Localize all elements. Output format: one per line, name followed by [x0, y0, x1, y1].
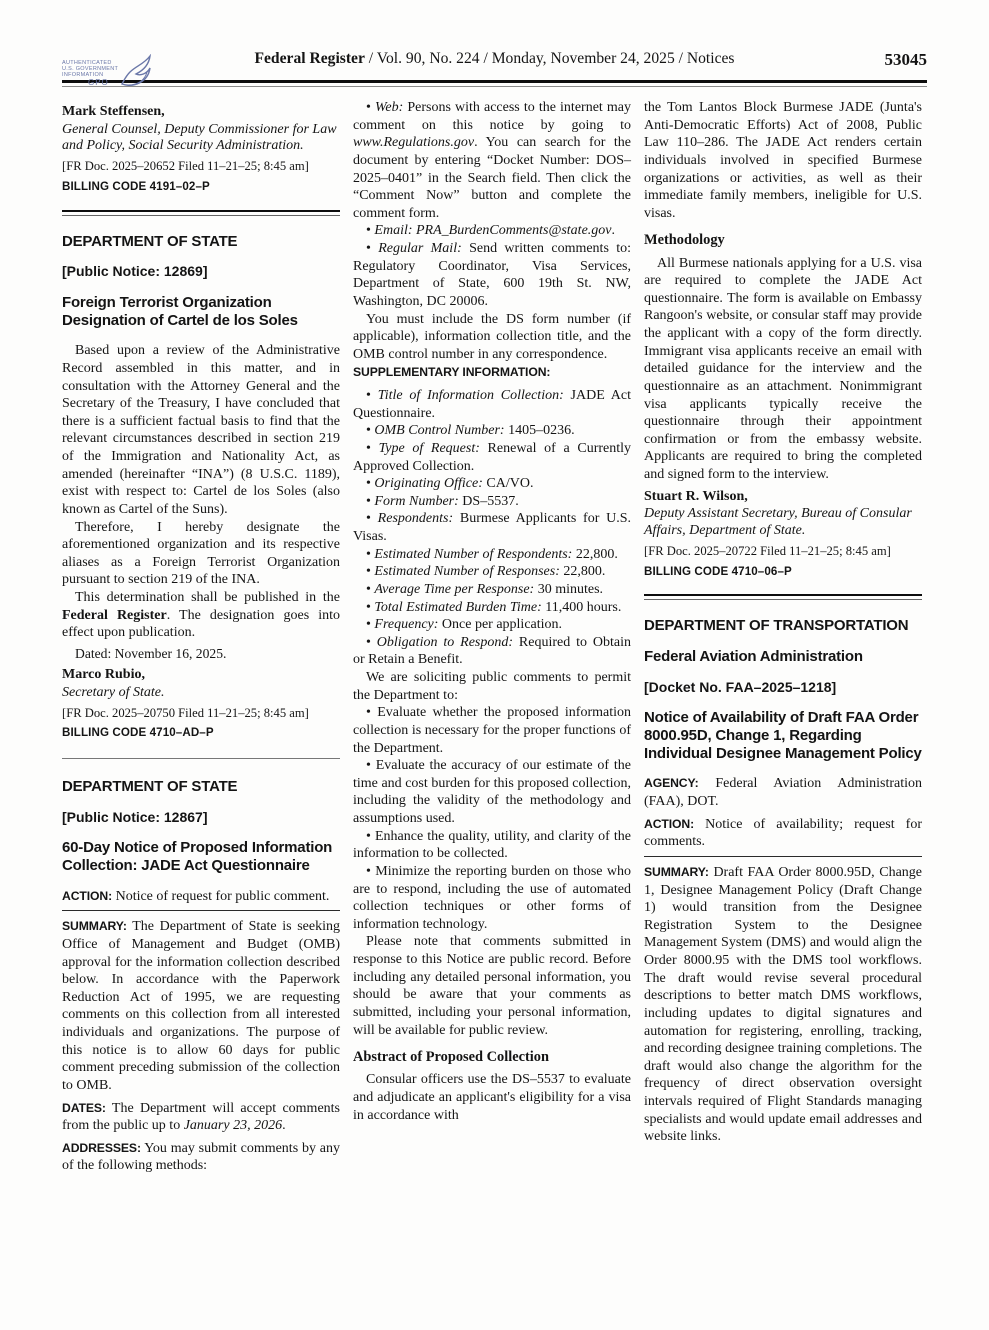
- text-run: •: [366, 493, 375, 509]
- text-run: the Tom Lantos Block Burmese JADE (Junta's Anti-Democratic Efforts) Act of 2008, Public Law 110–286. The JADE Act renders certain individuals involved in specified Burmese organizations or activities, as well as their immediate family members, ineligible for U.S. visas.: [644, 100, 922, 221]
- page-header: [62, 50, 927, 74]
- text-run: This determination shall be published in the: [75, 590, 340, 606]
- section-divider: [62, 758, 340, 759]
- text-run: Average Time per Response:: [374, 581, 535, 597]
- signature-name: Stuart R. Wilson,: [644, 488, 748, 504]
- text-run: Once per application.: [438, 617, 563, 633]
- text-run: •: [366, 546, 375, 562]
- text-run: • Enhance the quality, utility, and clarity of the information to be collected.: [353, 828, 631, 862]
- text-run: •: [366, 617, 375, 633]
- signature-title: Deputy Assistant Secretary, Bureau of Consular Affairs, Department of State.: [644, 506, 912, 539]
- text-run: Title of Information Collection:: [377, 388, 564, 403]
- text-run: Estimated Number of Respondents:: [374, 546, 573, 562]
- action-paragraph: [62, 888, 340, 906]
- field-label: AGENCY:: [644, 776, 699, 791]
- bullet-item: [353, 828, 631, 863]
- supplementary-heading: [353, 364, 631, 382]
- page-number: 53045: [884, 50, 927, 69]
- text-run: Federal Register: [62, 607, 167, 623]
- notice-columns: [0, 87, 989, 1180]
- text-run: Obligation to Respond:: [376, 634, 514, 650]
- body-paragraph: [62, 519, 340, 590]
- bullet-item: [353, 704, 631, 757]
- text-run: All Burmese nationals applying for a U.S. visa are required to complete the JADE Act questionnaire. The form is available on Embassy Rangoon's website, or consular staff may provide the applicant with a copy of the form directly. Immigrant visa applicants receive an email with detailed guidance for the interview and the questionnaire as an attachment. Nonimmigrant visa applicants typically receive the questionnaire through their appointment confirmation or from the embassy website. Applicants are required to bring the completed and signed form to the interview.: [644, 255, 922, 483]
- action-paragraph: [644, 816, 922, 851]
- header-rule-thick: [62, 80, 927, 83]
- section-divider: [644, 594, 922, 600]
- text-run: Consular officers use the DS–5537 to evaluate and adjudicate an applicant's eligibility for a visa in accordance with: [353, 1072, 631, 1123]
- action-rule: [644, 856, 922, 857]
- billing-code: BILLING CODE 4191–02–P: [62, 180, 210, 194]
- subagency-heading: Federal Aviation Administration: [644, 648, 863, 665]
- text-run: Please note that comments submitted in response to this Notice are public record. Before including any detailed personal information, you should be aware that your comments as submitted, including your personal information, will be available for public review.: [353, 934, 631, 1038]
- text-run: •: [366, 440, 379, 456]
- text-run: •: [366, 241, 379, 256]
- subsection-heading: Methodology: [644, 232, 725, 249]
- text-run: Required to Obtain or Retain a Benefit.: [353, 634, 631, 668]
- text-run: Regular Mail:: [378, 241, 462, 256]
- agency-paragraph: [644, 775, 922, 810]
- text-run: Notice of request for public comment.: [112, 888, 330, 904]
- signature-title: General Counsel, Deputy Commissioner for Law and Policy, Social Security Administration.: [62, 121, 337, 154]
- text-run: Based upon a review of the Administrative Record assembled in this matter, and in consultation with the Attorney General and the Secretary of the Treasury, I have concluded that there is a sufficient factual basis to find that the relevant circumstances described in section 219 of the Immigration and Nationality Act, as amended (hereinafter “INA”) (8 U.S.C. 1189), exist with respect to: Cartel de los Soles (also known as Cartel of the Suns).: [62, 343, 340, 517]
- body-paragraph: [353, 669, 631, 704]
- text-run: OMB Control Number:: [374, 423, 505, 439]
- notice-number: [Docket No. FAA–2025–1218]: [644, 678, 837, 695]
- text-run: Draft FAA Order 8000.95D, Change 1, Designee Management Policy (Draft Change 1) would transition from the Designee Registration System to the Designee Management System (DMS) and would align the Order 8000.95 with the DMS tool workflows. The draft would revise several procedural descriptions to better match DMS workflows, including updates to digital signatures and automation for registering, enrolling, tracking, and recording designee training completions. The draft would also change the algorithm for the frequency of direct observation oversight intervals required of Flight Standards managing specialists and would update email addresses and website links.: [644, 864, 922, 1145]
- field-label: ACTION:: [644, 816, 695, 831]
- field-label: SUMMARY:: [644, 864, 709, 879]
- text-run: The Department will accept comments from the public up to: [62, 1100, 340, 1134]
- text-run: JADE Act Questionnaire.: [353, 388, 631, 421]
- agency-heading: DEPARTMENT OF TRANSPORTATION: [644, 617, 909, 635]
- body-paragraph: [353, 311, 631, 364]
- bullet-item: [353, 510, 631, 545]
- bullet-item: [353, 634, 631, 669]
- field-label: SUPPLEMENTARY INFORMATION:: [353, 365, 551, 380]
- text-run: Respondents:: [377, 511, 454, 527]
- notice-number: [Public Notice: 12869]: [62, 263, 208, 280]
- text-run: You must include the DS form number (if applicable), information collection title, and the OMB control number in any correspondence.: [353, 311, 631, 362]
- text-run: •: [366, 388, 378, 403]
- column-1: [62, 99, 340, 1180]
- text-run: •: [366, 100, 375, 115]
- text-run: .: [611, 223, 616, 239]
- text-run: Therefore, I hereby designate the aforementioned organization and its respective aliases as a Foreign Terrorist Organization pursuant to section 219 of the INA.: [62, 519, 340, 588]
- text-run: • Evaluate whether the proposed information collection is necessary for the proper functions of the Department.: [353, 705, 631, 756]
- body-paragraph: [62, 342, 340, 518]
- text-run: January 23, 2026: [183, 1118, 283, 1134]
- text-run: Send written comments to: Regulatory Coordinator, Visa Services, Department of State, 600 19th St. NW, Washington, DC 20006.: [353, 241, 631, 309]
- text-run: 1405–0236.: [504, 423, 575, 439]
- bullet-item: [353, 493, 631, 511]
- field-label: SUMMARY:: [62, 919, 127, 934]
- column-2: [353, 99, 631, 1180]
- text-run: Email: PRA_BurdenComments@​state.gov: [374, 223, 612, 239]
- text-run: Persons with access to the internet may comment on this notice by going to: [353, 100, 631, 133]
- fr-doc-line: [FR Doc. 2025–20722 Filed 11–21–25; 8:45 am]: [644, 543, 891, 558]
- text-run: Web:: [375, 100, 404, 115]
- agency-heading: DEPARTMENT OF STATE: [62, 232, 238, 250]
- text-run: CA/VO.: [482, 476, 534, 492]
- bullet-item: [353, 581, 631, 599]
- field-label: ADDRESSES:: [62, 1140, 141, 1155]
- body-paragraph: [644, 255, 922, 484]
- text-run: www.Regulations.gov: [353, 135, 475, 151]
- billing-code: BILLING CODE 4710–06–P: [644, 564, 792, 578]
- text-run: • Evaluate the accuracy of our estimate of the time and cost burden for this proposed collection, including the validity of the methodology and assumptions used.: [353, 758, 631, 826]
- signature-title: Secretary of State.: [62, 684, 165, 700]
- column-3: [644, 99, 922, 1180]
- text-run: •: [366, 581, 375, 597]
- fr-doc-line: [FR Doc. 2025–20652 Filed 11–21–25; 8:45 am]: [62, 159, 309, 174]
- text-run: •: [366, 511, 378, 527]
- text-run: We are soliciting public comments to permit the Department to:: [353, 670, 631, 703]
- text-run: •: [366, 223, 375, 239]
- federal-register-page: [0, 50, 989, 1330]
- dated-line: Dated: November 16, 2025.: [75, 645, 227, 661]
- fr-doc-line: [FR Doc. 2025–20750 Filed 11–21–25; 8:45 am]: [62, 705, 309, 720]
- notice-title: Notice of Availability of Draft FAA Order 8000.95D, Change 1, Regarding Individual Designee Management Policy: [644, 709, 922, 762]
- action-rule: [62, 910, 340, 911]
- billing-code: BILLING CODE 4710–AD–P: [62, 726, 214, 740]
- bullet-item: [353, 563, 631, 581]
- body-paragraph: [353, 1071, 631, 1124]
- text-run: .: [282, 1118, 286, 1134]
- dates-paragraph: [62, 1100, 340, 1135]
- body-paragraph: [644, 99, 922, 222]
- running-head: [62, 50, 927, 68]
- summary-paragraph: [644, 864, 922, 1146]
- text-run: •: [366, 634, 377, 650]
- signature-name: Mark Steffensen,: [62, 104, 165, 119]
- text-run: Renewal of a Currently Approved Collection.: [353, 440, 632, 474]
- bullet-item: [353, 475, 631, 493]
- text-run: . You can search for the document by entering “Docket Number: DOS–2025–0401” in the Search field. Then click the “Comment Now” button and complete the comment form.: [353, 135, 631, 221]
- bullet-item: [353, 387, 631, 422]
- text-run: The Department of State is seeking Office of Management and Budget (OMB) approval for the information collection described below. In accordance with the Paperwork Reduction Act of 1995, we are requesting comments on this collection from all interested individuals and organizations. The purpose of this notice is to allow 60 days for public comment preceding submission of the collection to OMB.: [62, 919, 340, 1093]
- text-run: Type of Request:: [378, 440, 480, 456]
- bullet-item: [353, 616, 631, 634]
- text-run: 22,800.: [572, 546, 618, 562]
- text-run: 22,800.: [559, 564, 606, 580]
- gpo-seal-line: U.S. GOVERNMENT: [62, 66, 119, 72]
- section-divider: [62, 210, 340, 216]
- text-run: Estimated Number of Responses:: [374, 564, 560, 580]
- signature-name: Marco Rubio,: [62, 667, 145, 683]
- text-run: • Minimize the reporting burden on those who are to respond, including the use of automated collection techniques or other forms of information technology.: [353, 863, 631, 932]
- gpo-seal-line: AUTHENTICATED: [62, 60, 112, 66]
- notice-number: [Public Notice: 12867]: [62, 808, 208, 825]
- header-rules: [62, 80, 927, 87]
- field-label: DATES:: [62, 1100, 106, 1115]
- bullet-item: [353, 422, 631, 440]
- agency-heading: DEPARTMENT OF STATE: [62, 777, 238, 795]
- bullet-item: [353, 599, 631, 617]
- addresses-paragraph: [62, 1140, 340, 1175]
- journal-title: Federal Register: [254, 50, 365, 67]
- text-run: Form Number:: [374, 493, 459, 509]
- text-run: 11,400 hours.: [541, 599, 622, 615]
- text-run: You may submit comments by any of the following methods:: [62, 1140, 340, 1174]
- text-run: Burmese Applicants for U.S. Visas.: [353, 511, 632, 544]
- bullet-item: [353, 863, 631, 934]
- bullet-item: [353, 222, 631, 240]
- text-run: 30 minutes.: [534, 581, 604, 597]
- subsection-heading: Abstract of Proposed Collection: [353, 1049, 549, 1066]
- text-run: . The designation goes into effect upon publication.: [62, 607, 341, 641]
- text-run: •: [366, 423, 375, 439]
- text-run: •: [366, 564, 375, 580]
- text-run: DS–5537.: [458, 493, 519, 509]
- text-run: Originating Office:: [374, 476, 483, 492]
- bullet-item: [353, 546, 631, 564]
- text-run: Notice of availability; request for comments.: [644, 816, 922, 850]
- body-paragraph: [62, 589, 340, 642]
- text-run: Frequency:: [374, 617, 439, 633]
- bullet-item: [353, 240, 631, 311]
- body-paragraph: [353, 933, 631, 1039]
- bullet-item: [353, 99, 631, 222]
- text-run: Federal Aviation Administration (FAA), DOT.: [644, 776, 922, 809]
- text-run: •: [366, 599, 375, 615]
- text-run: Total Estimated Burden Time:: [374, 599, 542, 615]
- notice-title: Foreign Terrorist Organization Designation of Cartel de los Soles: [62, 293, 298, 329]
- bullet-item: [353, 440, 631, 475]
- text-run: •: [366, 476, 375, 492]
- summary-paragraph: [62, 918, 340, 1094]
- field-label: ACTION:: [62, 888, 113, 903]
- gpo-seal-line: INFORMATION: [62, 72, 104, 78]
- gpo-seal-gpo-label: GPO: [88, 78, 109, 87]
- bullet-item: [353, 757, 631, 828]
- notice-title: 60-Day Notice of Proposed Information Collection: JADE Act Questionnaire: [62, 839, 333, 874]
- journal-citation: / Vol. 90, No. 224 / Monday, November 24, 2025 / Notices: [368, 50, 735, 67]
